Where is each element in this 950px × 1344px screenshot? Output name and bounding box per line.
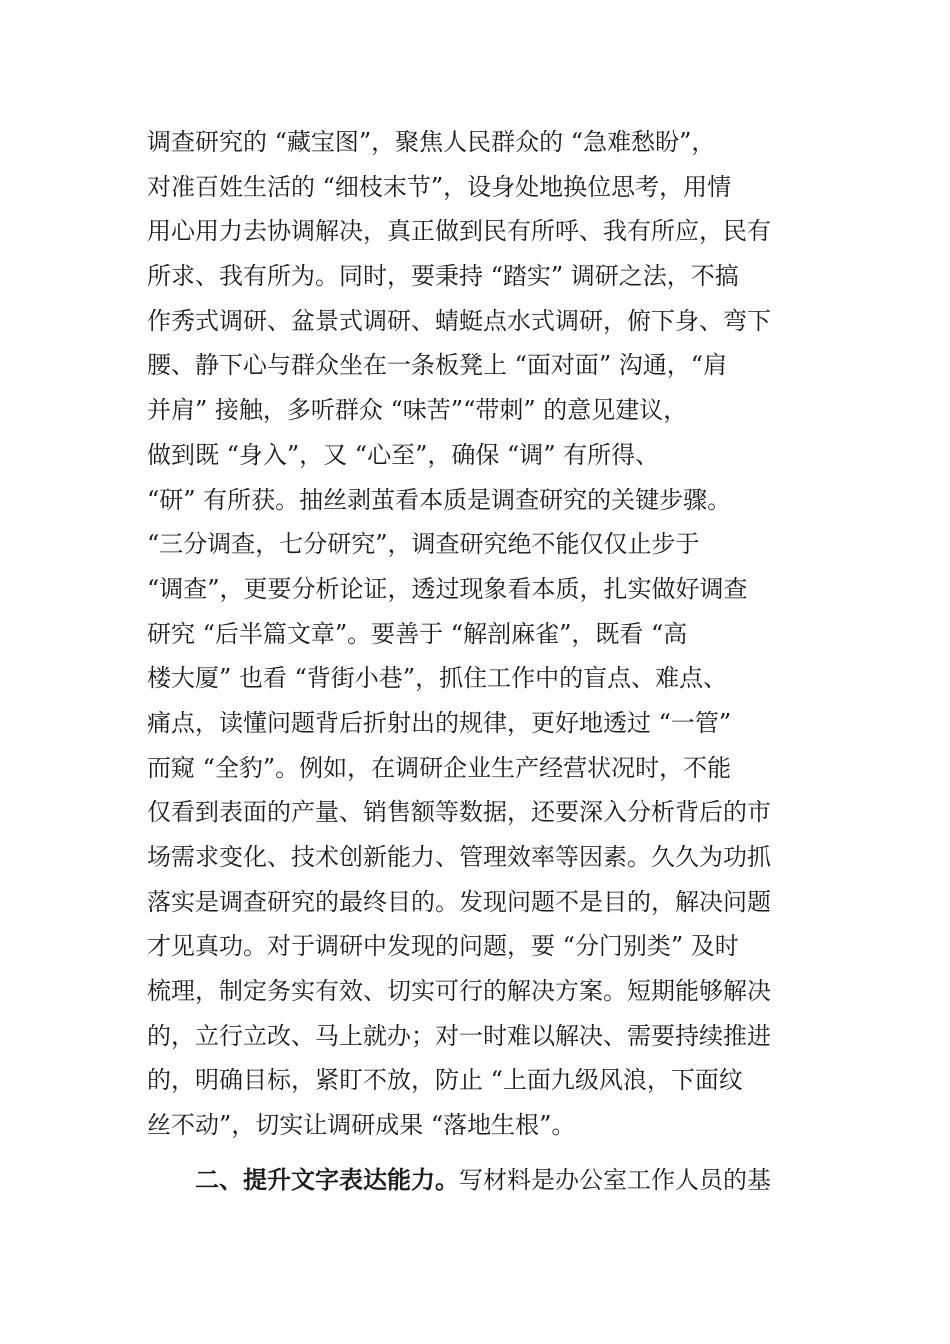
text-line: 用心用力去协调解决，真正做到民有所呼、我有所应，民有 [147, 217, 771, 246]
text-line: 做到既 “身入”，又 “心至”，确保 “调” 有所得、 [147, 440, 660, 469]
text-line: “研” 有所获。抽丝剥茧看本质是调查研究的关键步骤。 [147, 485, 732, 514]
text-line: 才见真功。对于调研中发现的问题，要 “分门别类” 及时 [147, 932, 739, 961]
text-line: 研究 “后半篇文章”。要善于 “解剖麻雀”，既看 “高 [147, 619, 688, 648]
text-line: 楼大厦” 也看 “背街小巷”，抓住工作中的盲点、难点、 [147, 664, 728, 693]
text-line: 而窥 “全豹”。例如，在调研企业生产经营状况时，不能 [147, 753, 732, 782]
text-line: 的，明确目标，紧盯不放，防止 “上面九级风浪，下面纹 [147, 1066, 743, 1095]
body-text [147, 120, 817, 1203]
text-line: 并肩” 接触，多听群众 “味苦”“带刺” 的意见建议， [147, 396, 688, 425]
text-line: 落实是调查研究的最终目的。发现问题不是目的，解决问题 [147, 887, 771, 916]
text-line: 痛点，读懂问题背后折射出的规律，更好地透过 “一管” [147, 708, 732, 737]
text-line: 作秀式调研、盆景式调研、蜻蜓点水式调研，俯下身、弯下 [147, 306, 771, 335]
text-line: 腰、静下心与群众坐在一条板凳上 “面对面” 沟通，“肩 [147, 351, 728, 380]
text-line: 仅看到表面的产量、销售额等数据，还要深入分析背后的市 [147, 798, 771, 827]
section-heading-line [147, 1158, 817, 1203]
text-line: 梳理，制定务实有效、切实可行的解决方案。短期能够解决 [147, 977, 771, 1006]
section-heading: 二、提升文字表达能力。 [195, 1165, 459, 1194]
text-line: 调查研究的 “藏宝图”，聚焦人民群众的 “急难愁盼”， [147, 128, 716, 156]
text-line: 的，立行立改、马上就办；对一时难以解决、需要持续推进 [147, 1021, 771, 1050]
text-line: “三分调查，七分研究”，调查研究绝不能仅仅止步于 [147, 530, 700, 559]
text-line: 对准百姓生活的 “细枝末节”，设身处地换位思考，用情 [147, 172, 732, 201]
text-line: 丝不动”，切实让调研成果 “落地生根”。 [147, 1111, 576, 1140]
section-heading-continuation: 写材料是办公室工作人员的基 [459, 1165, 771, 1194]
text-line: 所求、我有所为。同时，要秉持 “踏实” 调研之法，不搞 [147, 262, 739, 291]
text-line: “调查”，更要分析论证，透过现象看本质，扎实做好调查 [147, 574, 748, 603]
text-line: 场需求变化、技术创新能力、管理效率等因素。久久为功抓 [147, 843, 771, 871]
